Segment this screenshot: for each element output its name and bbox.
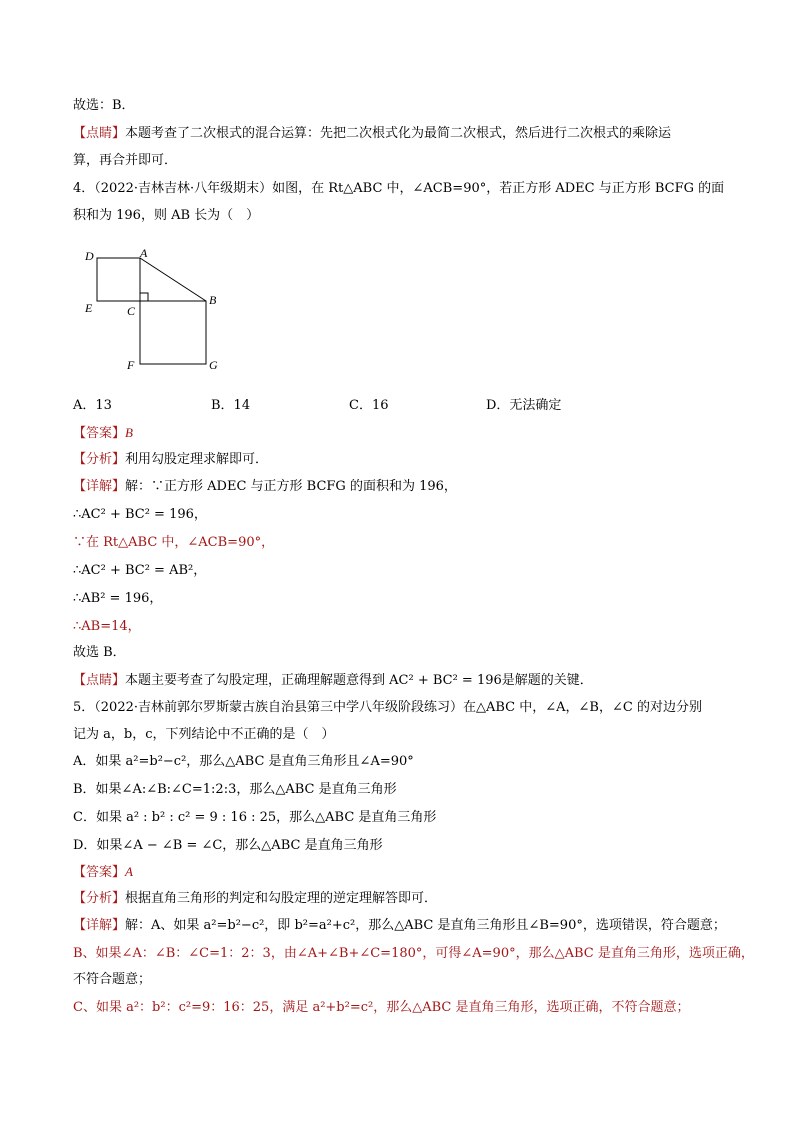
q5-detail-line [73,916,733,936]
answer-tag: 【答案】 [73,426,126,441]
question-5-line-1: 5．（2022·吉林前郭尔罗斯蒙古族自治县第三中学八年级阶段练习）在△ABC 中，∠A，∠B，∠C 的对边分别 [73,700,702,715]
detail-text: 解：A、如果 a²=b²−c²，即 b²=a²+c²，那么△ABC 是直角三角形且∠B=90°，选项错误，符合题意； [125,918,726,933]
question-4-line-1: 4．（2022·吉林吉林·八年级期末）如图，在 Rt△ABC 中，∠ACB=90°，若正方形 ADEC 与正方形 BCFG 的面 [73,181,725,196]
answer-value: B [125,425,133,440]
q4-detail-line [73,477,733,497]
q4-point-line [73,671,733,691]
label-c: C [127,304,136,318]
q5-analysis-line [73,889,733,909]
detail-tag: 【详解】 [73,479,126,494]
q4-answer-line [73,423,733,444]
q5-detail-line-2: B、如果∠A：∠B：∠C=1：2：3，由∠A+∠B+∠C=180°，可得∠A=90°，那么△ABC 是直角三角形，选项正确， [73,946,754,961]
q5-option-c: C．如果 a² : b² : c² = 9 : 16 : 25，那么△ABC 是直角三角形 [73,810,437,825]
right-angle-mark [140,293,148,301]
answer-tag: 【答案】 [73,865,126,880]
question-5-line-2: 记为 a，b，c，下列结论中不正确的是（ ） [73,727,335,742]
q5-detail-line-3: 不符合题意； [73,972,152,987]
q5-option-a: A．如果 a²=b²−c²，那么△ABC 是直角三角形且∠A=90° [73,754,414,769]
label-e: E [85,301,93,315]
q4-step-6: 故选 B． [73,645,126,660]
geometry-figure [80,243,230,373]
q5-detail-line-4: C、如果 a²：b²：c²=9：16：25，满足 a²+b²=c²，那么△ABC 是直角三角形，选项正确，不符合题意； [73,1000,690,1015]
q5-option-b: B．如果∠A:∠B:∠C=1:2:3，那么△ABC 是直角三角形 [73,782,397,797]
label-g: G [209,358,218,372]
label-d: D [85,249,94,263]
option-b: B．14 [211,398,251,413]
option-d: D．无法确定 [486,398,562,413]
q4-step-4: ∴AB² = 196， [73,591,163,606]
analysis-tag: 【分析】 [73,891,126,906]
label-f: F [127,358,135,372]
q4-step-1: ∴AC² + BC² = 196， [73,507,207,522]
option-a: A．13 [73,398,112,413]
analysis-text: 根据直角三角形的判定和勾股定理的逆定理解答即可． [125,891,438,906]
point-text: 本题主要考查了勾股定理，正确理解题意得到 AC² + BC² = 196是解题的关键． [125,673,593,688]
label-a: A [140,246,148,260]
summary-tag: 【点睛】 [73,126,126,141]
summary-line [73,124,733,144]
q4-analysis-line [73,450,733,470]
q5-option-d: D．如果∠A − ∠B = ∠C，那么△ABC 是直角三角形 [73,838,383,853]
q4-step-2: ∵在 Rt△ABC 中，∠ACB=90°， [73,535,275,550]
detail-tag: 【详解】 [73,918,126,933]
summary-text: 本题考查了二次根式的混合运算：先把二次根式化为最简二次根式，然后进行二次根式的乘除运 [125,126,672,141]
analysis-tag: 【分析】 [73,452,126,467]
q4-step-5: ∴AB=14， [73,619,141,634]
q5-answer-line [73,862,733,883]
choose-answer-line: 故选：B． [73,98,135,113]
option-c: C．16 [349,398,389,413]
label-b: B [209,293,217,307]
question-4-line-2: 积和为 196，则 AB 长为（ ） [73,208,260,223]
side-ab [140,258,206,301]
square-adec [97,258,140,301]
summary-line-2: 算，再合并即可． [73,153,178,168]
answer-value: A [125,864,133,879]
q4-step-3: ∴AC² + BC² = AB²， [73,563,207,578]
square-bcfg [140,301,206,364]
detail-text: 解：∵正方形 ADEC 与正方形 BCFG 的面积和为 196， [125,479,457,494]
analysis-text: 利用勾股定理求解即可． [125,452,269,467]
point-tag: 【点睛】 [73,673,126,688]
